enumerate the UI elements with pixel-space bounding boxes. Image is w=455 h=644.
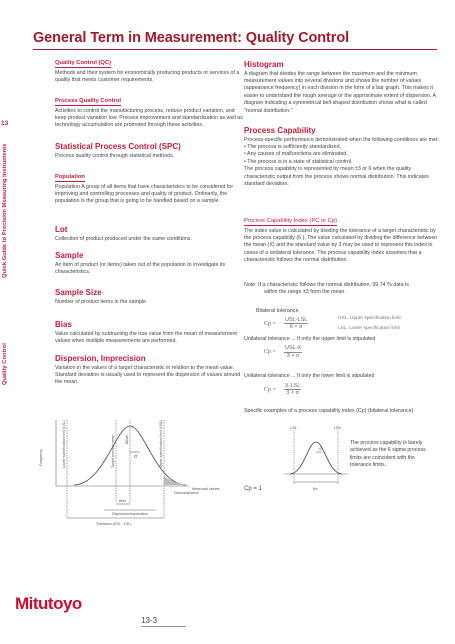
example-cp-value: Cp = 1 [244,485,262,492]
cp-heading: Process Capability Index (PC or Cp) [244,218,338,224]
cp-text: The index value is calculated by dividing the tolerance of a target characteristic by the process capability (6 ). The value calculated by dividing the difference between the mean (X) and the standard value by 3 may be used to represent this index in cases of a unilateral tolerance. The process capability index assumes that a characteristic follows the normal distribution. [244,227,438,264]
sample-size-heading: Sample Size [55,288,102,297]
f3-numerator: X-LSL [285,382,301,389]
ex-curve [290,442,342,474]
f2-denominator: 3 × σ [286,352,300,359]
note-section [244,280,440,296]
bilateral-section [244,306,440,401]
population-heading: Population [55,174,85,180]
bias-text: Value calculated by subtracting the true value from the mean of measurement values when multiple measurements are performed. [55,330,237,344]
capability-heading: Process Capability [244,126,316,135]
f2-lhs: Cp = [264,349,276,356]
ex-lsl-label: LSL [290,425,298,430]
f3-fraction [284,383,301,397]
page-title: General Term in Measurement: Quality Control [33,30,350,46]
right-column [244,0,440,644]
f3-denominator: 3 × σ [286,390,300,397]
target-label: Target process mean [111,434,115,468]
qc-heading: Quality Control (QC) [55,60,112,66]
noncompliance-label: Noncompliance [174,491,199,495]
ex-6s-label: 6σ [313,486,318,491]
f1-lhs: Cp = [264,320,276,327]
example-text: The process capability is barely achieved as the 6 sigma process limits are coincident with the tolerance limits. [350,439,426,469]
lsl-label: Lower specification limit (LSL) [62,420,66,468]
histogram-heading: Histogram [244,60,284,69]
ex-sigma-label: σ [319,446,322,451]
pqc-heading: Process Quality Control [55,98,122,104]
spc-text: Process quality control through statistical methods. [55,152,175,159]
dispersion-heading: Dispersion, Imprecision [55,354,146,363]
lot-section [55,225,247,243]
examples-caption: Specific examples of a process capability index (Cp) (bilateral tolerance) [244,407,414,414]
sample-text: An item of product (or items) taken out of the population to investigate its characteristics. [55,261,226,275]
lot-heading: Lot [55,225,68,234]
note-line-2: within the range ±3 from the mean. [264,288,346,295]
f2-fraction [284,345,302,359]
capability-bullet-1: • The process is sufficiently standardized, [244,143,342,150]
sigma-label: σ [134,454,138,460]
noncompliance-area [164,476,186,485]
histogram-text: A diagram that divides the range between the maximum and the minimum measurement values into several divisions and shows the number of values (appearance frequency) in each division in the form of a bar graph. This makes it easier to understand the rough average or the approximate extent of dispersion. A diagram indicating a symmetrical bell-shaped distribution shows what is called "normal distribution." [244,70,436,114]
measured-values-label: Measured values [192,487,220,491]
usl-definition: USL: Upper specification limit [338,315,401,321]
sample-section [55,251,247,276]
example-cp-value-wrap [244,484,284,493]
dispersion-section [55,354,247,387]
mean-label: Mean [125,435,129,444]
dispersion-text: Variation in the values of a target characteristic in relation to the mean value. Standard deviation is usually used to represent the dispersion of values around the mean. [55,364,241,386]
f1-fraction [284,317,308,331]
bias-heading: Bias [55,320,72,329]
lot-text: Collection of product produced under the same conditions. [55,235,192,242]
footer-page-number: 13-3 [141,616,158,625]
side-page-number: 13 [1,120,9,127]
population-text: Population A group of all items that have characteristics to be considered for improving and controlling processes and quality of product. Ordinarily, the population is the group that is going to be handled based on a sample. [55,183,234,205]
f3-lhs: Cp = [264,386,276,393]
tolerance-label: Tolerance (USL - LSL) [96,522,132,526]
lsl-definition: LSL: Lower specification limit [338,325,400,331]
cp-section [244,218,440,265]
bias-label: Bias [119,499,126,503]
sample-heading: Sample [55,251,84,260]
upper-only-label: Unilateral tolerance ... If only the upper limit is stipulated [244,335,376,342]
sample-size-section [55,288,247,306]
pqc-section [55,98,247,130]
side-label-guide: Quick Guide to Precision Measuring Instruments [2,143,8,278]
qc-text: Methods and their system for economically producing products or services of a quality that meets customer requirements. [55,69,240,83]
side-label-quality-control: Quality Control [2,343,8,385]
qc-section [55,60,247,84]
pqc-text: Activities to control the manufacturing process, reduce product variation, and keep product variation low. Process improvement and standardization as well as technology accumulation are promoted through these activities. [55,107,243,129]
example-cp-diagram [280,424,352,492]
footer-rule [141,626,186,627]
capability-bullet-3: • The process is in a state of statistical control. [244,158,353,165]
lower-only-label: Unilateral tolerance ... If only the lower limit is stipulated [244,373,375,380]
f1-denominator: 6 × σ [289,324,303,331]
bilateral-label: Bilateral tolerance [256,307,299,314]
usl-label: Upper specification limit (USL) [159,419,163,468]
mitutoyo-logo: Mitutoyo [15,594,82,613]
population-section [55,174,247,206]
capability-intro: Process-specific performance demonstrated when the following conditions are met: [244,136,439,143]
dispersion-label: Dispersion/imprecision [112,512,149,516]
distribution-diagram [34,418,229,546]
capability-section [244,126,440,188]
examples-caption-section [244,406,440,415]
bias-section [55,320,247,345]
f1-numerator: USL-LSL [285,316,308,323]
capability-bullet-2: • Any causes of malfunctions are eliminated, [244,151,348,158]
sample-size-text: Number of product items in the sample. [55,298,148,305]
left-column [55,0,247,644]
y-axis-label: Frequency [39,449,43,466]
capability-text: The process capability is represented by mean ±3 or 6 when the quality characteristic output from the process shows normal distribution. This indicates standard deviation. [244,166,429,187]
example-text-wrap [350,438,432,470]
ex-usl-label: USL [334,425,342,430]
note-line-1: Note: If a characteristic follows the normal distribution, 99.74 % data is [244,281,409,288]
spc-section [55,142,247,160]
spc-heading: Statistical Process Control (SPC) [55,142,181,151]
histogram-section [244,60,440,115]
f2-numerator: USL-X [285,345,302,352]
